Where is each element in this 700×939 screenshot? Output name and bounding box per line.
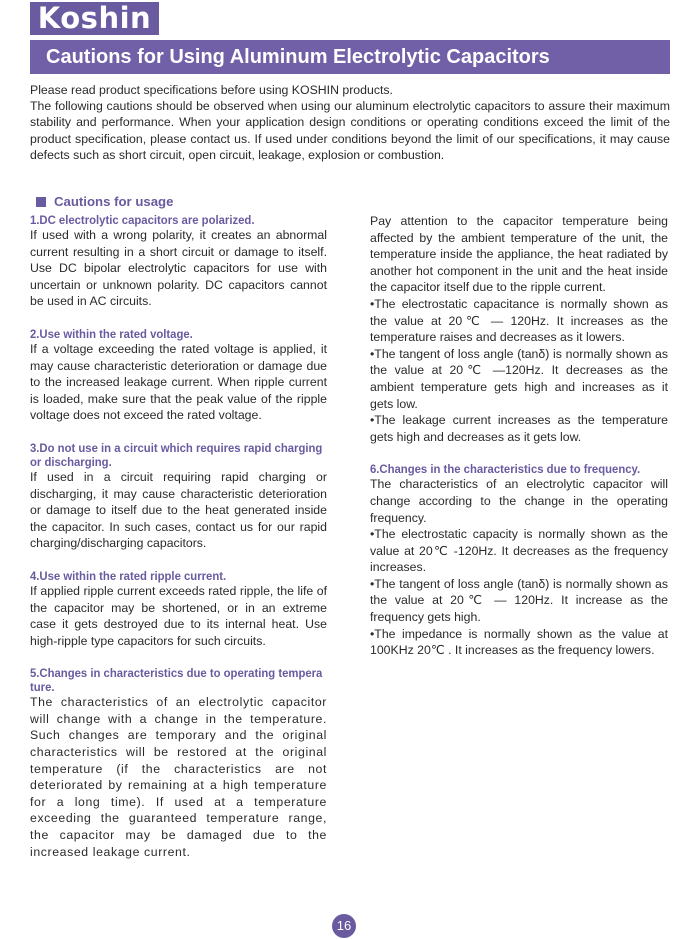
section-2-body: If a voltage exceeding the rated voltage is applied, it may cause characteristic deterioration or damage due to the increased leakage current. When ripple current is loaded, make sure that the peak value of the ripple voltage does not exceed the rated voltage. — [30, 341, 327, 423]
intro-line-1: Please read product specifications before using KOSHIN products. — [30, 83, 393, 97]
square-bullet-icon — [36, 197, 46, 207]
section-5-title-cont: ture. — [30, 680, 55, 695]
usage-heading-label: Cautions for usage — [54, 194, 174, 209]
intro-line-2: The following cautions should be observed when using our aluminum electrolytic capacitors to assure their maximum stability and performance. When your application design conditions or operating conditions exceed the limit of the product specification, please contact us. If used under conditions beyond the limit of our specifications, it may cause defects such as short circuit, open circuit, leakage, explosion or combustion. — [30, 99, 670, 162]
tan-loss-bullet: •The tangent of loss angle (tanδ) is normally shown as the value at 20℃ —120Hz. It decreases as the ambient temperature gets high and increases as it gets low. — [370, 346, 668, 411]
capacity-frequency-bullet: •The electrostatic capacity is normally shown as the value at 20℃ -120Hz. It decreases as the frequency increases. — [370, 527, 668, 575]
section-2 — [30, 327, 327, 424]
section-1-body: If used with a wrong polarity, it creates an abnormal current resulting in a short circuit or damage to itself. Use DC bipolar electrolytic capacitors for use with uncertain or unknown polarity. DC capacitors cannot be used in AC circuits. — [30, 228, 327, 309]
leakage-bullet: •The leakage current increases as the temperature gets high and decreases as it gets low. — [370, 413, 668, 444]
section-2-title: 2.Use within the rated voltage. — [30, 326, 193, 341]
section-6-title: 6.Changes in the characteristics due to frequency. — [370, 462, 641, 477]
usage-heading — [36, 194, 173, 209]
tan-frequency-bullet: •The tangent of loss angle (tanδ) is normally shown as the value at 20℃ — 120Hz. It increase as the frequency gets high. — [370, 576, 668, 625]
capacitance-bullet: •The electrostatic capacitance is normally shown as the value at 20℃ — 120Hz. It increases as the temperature raises and decreases as it lowers. — [370, 296, 668, 345]
page-title-banner: Cautions for Using Aluminum Electrolytic Capacitors — [30, 40, 670, 74]
section-4-body: If applied ripple current exceeds rated ripple, the life of the capacitor may be shortened, or in an extreme case it gets destroyed due to its internal heat. Use high-ripple type capacitors for such circuits. — [30, 583, 327, 648]
section-4-title: 4.Use within the rated ripple current. — [30, 568, 227, 583]
section-1 — [30, 213, 327, 310]
section-5-body: The characteristics of an electrolytic capacitor will change with a change in the temperature. Such changes are temporary and the original characteristics will be restored at the original temperature (if the characteristics are not deteriorated by remaining at a high temperature for a long time). If used at a temperature exceeding the guaranteed temperature range, the capacitor may be damaged due to the increased leakage current. — [30, 695, 327, 859]
koshin-logo: Koshin — [30, 2, 159, 35]
right-column — [370, 213, 668, 676]
impedance-bullet: •The impedance is normally shown as the value at 100KHz 20℃ . It increases as the frequency lowers. — [370, 626, 668, 658]
section-6-body — [370, 476, 668, 659]
section-5-title: 5.Changes in characteristics due to operating tempera — [30, 666, 323, 681]
section-5-continued — [370, 213, 668, 445]
intro-text — [30, 82, 670, 163]
section-6 — [370, 462, 668, 659]
section-5 — [30, 666, 327, 860]
page-number: 16 — [332, 914, 356, 938]
section-3-title-cont: or discharging. — [30, 454, 112, 469]
section-3-body: If used in a circuit requiring rapid charging or discharging, it may cause characteristic deterioration or damage to itself due to the heat generated inside the capacitor. In such cases, contact us for our rapid charging/discharging capacitors. — [30, 469, 327, 551]
section-5-continued-body — [370, 213, 668, 445]
section-4 — [30, 569, 327, 649]
frequency-paragraph: The characteristics of an electrolytic capacitor will change according to the change in the operating frequency. — [370, 477, 668, 525]
section-1-title: 1.DC electrolytic capacitors are polarized. — [30, 213, 255, 227]
section-3-title: 3.Do not use in a circuit which requires rapid charging — [30, 440, 323, 455]
section-3 — [30, 441, 327, 552]
left-column — [30, 213, 327, 877]
temperature-paragraph: Pay attention to the capacitor temperature being affected by the ambient temperature of the unit, the temperature inside the appliance, the heat radiated by another hot component in the unit and the heat inside the capacitor itself due to the ripple current. — [370, 214, 668, 295]
